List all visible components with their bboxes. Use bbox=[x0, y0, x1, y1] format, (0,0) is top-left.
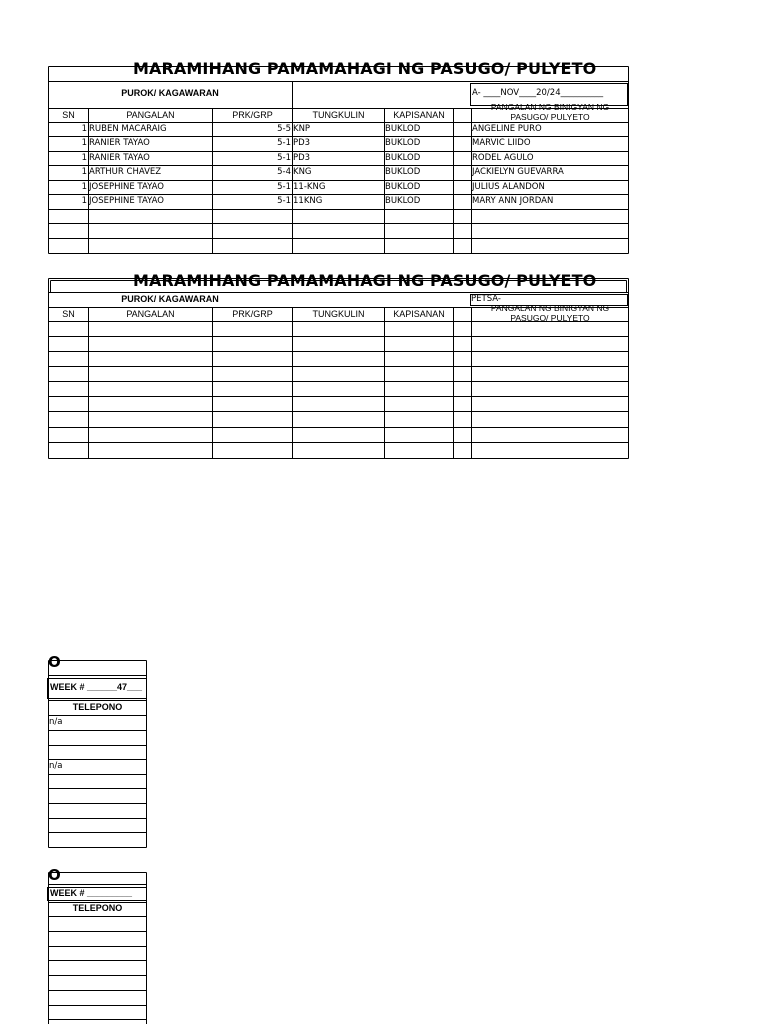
col-prk-grp: PRK/GRP bbox=[232, 110, 273, 120]
row-org: BUKLOD bbox=[385, 153, 421, 163]
row-sn: 1 bbox=[81, 196, 87, 206]
col-sn: SN bbox=[62, 110, 75, 120]
col-kapisanan: KAPISANAN bbox=[393, 110, 445, 120]
row-prk: 5-1 bbox=[277, 153, 291, 163]
row-recipient: RODEL AGULO bbox=[472, 153, 534, 163]
row-name: RANIER TAYAO bbox=[89, 153, 150, 163]
col-tungkulin: TUNGKULIN bbox=[312, 110, 365, 120]
row-org: BUKLOD bbox=[385, 124, 421, 134]
sheet1-recipient-header: PANGALAN NG BINIGYAN NG PASUGO/ PULYETO bbox=[490, 102, 610, 122]
row-prk: 5-1 bbox=[277, 138, 291, 148]
col-sn: SN bbox=[62, 309, 75, 319]
col-prk-grp: PRK/GRP bbox=[232, 309, 273, 319]
row-prk: 5-1 bbox=[277, 182, 291, 192]
row-recipient: JULIUS ALANDON bbox=[472, 182, 545, 192]
row-role: 11KNG bbox=[293, 196, 323, 206]
row-role: PD3 bbox=[293, 138, 311, 148]
week-box-1-title: O bbox=[48, 653, 61, 671]
row-org: BUKLOD bbox=[385, 182, 421, 192]
row-sn: 1 bbox=[81, 124, 87, 134]
week-box-2-title: O bbox=[48, 866, 61, 884]
row-role: KNG bbox=[293, 167, 312, 177]
row-sn: 1 bbox=[81, 167, 87, 177]
col-pangalan: PANGALAN bbox=[126, 110, 175, 120]
row-role: KNP bbox=[293, 124, 311, 134]
sheet2-title: MARAMIHANG PAMAMAHAGI NG PASUGO/ PULYETO bbox=[133, 271, 597, 290]
sheet2-recipient-header: PANGALAN NG BINIGYAN NG PASUGO/ PULYETO bbox=[490, 303, 610, 323]
row-recipient: JACKIELYN GUEVARRA bbox=[472, 167, 564, 177]
sheet1-title: MARAMIHANG PAMAMAHAGI NG PASUGO/ PULYETO bbox=[133, 59, 597, 78]
sheet1-date: A- ____NOV____20/24__________ bbox=[472, 88, 604, 98]
row-name: RUBEN MACARAIG bbox=[89, 124, 167, 134]
row-name: RANIER TAYAO bbox=[89, 138, 150, 148]
row-sn: 1 bbox=[81, 182, 87, 192]
row-recipient: MARY ANN JORDAN bbox=[472, 196, 554, 206]
phone-value: n/a bbox=[49, 761, 63, 771]
sheet2-date-label: PETSA- bbox=[471, 294, 501, 304]
row-prk: 5-1 bbox=[277, 196, 291, 206]
week-box-1-label: WEEK # ______47___ bbox=[50, 682, 143, 692]
row-name: JOSEPHINE TAYAO bbox=[89, 196, 164, 206]
sheet2-purok-label: PUROK/ KAGAWARAN bbox=[121, 294, 219, 304]
phone-value: n/a bbox=[49, 717, 63, 727]
row-prk: 5-4 bbox=[277, 167, 291, 177]
row-recipient: MARVIC LIIDO bbox=[472, 138, 531, 148]
week-box-2-label: WEEK # _________ bbox=[50, 888, 133, 898]
week-box-2-phone-header: TELEPONO bbox=[72, 903, 123, 913]
col-tungkulin: TUNGKULIN bbox=[312, 309, 365, 319]
row-prk: 5-5 bbox=[277, 124, 291, 134]
row-name: JOSEPHINE TAYAO bbox=[89, 182, 164, 192]
row-org: BUKLOD bbox=[385, 138, 421, 148]
row-org: BUKLOD bbox=[385, 167, 421, 177]
row-sn: 1 bbox=[81, 138, 87, 148]
row-name: ARTHUR CHAVEZ bbox=[89, 167, 162, 177]
col-pangalan: PANGALAN bbox=[126, 309, 175, 319]
col-kapisanan: KAPISANAN bbox=[393, 309, 445, 319]
week-box-1-phone-header: TELEPONO bbox=[72, 702, 123, 712]
row-role: PD3 bbox=[293, 153, 311, 163]
row-org: BUKLOD bbox=[385, 196, 421, 206]
row-recipient: ANGELINE PURO bbox=[472, 124, 542, 134]
sheet1-purok-label: PUROK/ KAGAWARAN bbox=[121, 88, 219, 98]
row-sn: 1 bbox=[81, 153, 87, 163]
row-role: 11-KNG bbox=[293, 182, 326, 192]
